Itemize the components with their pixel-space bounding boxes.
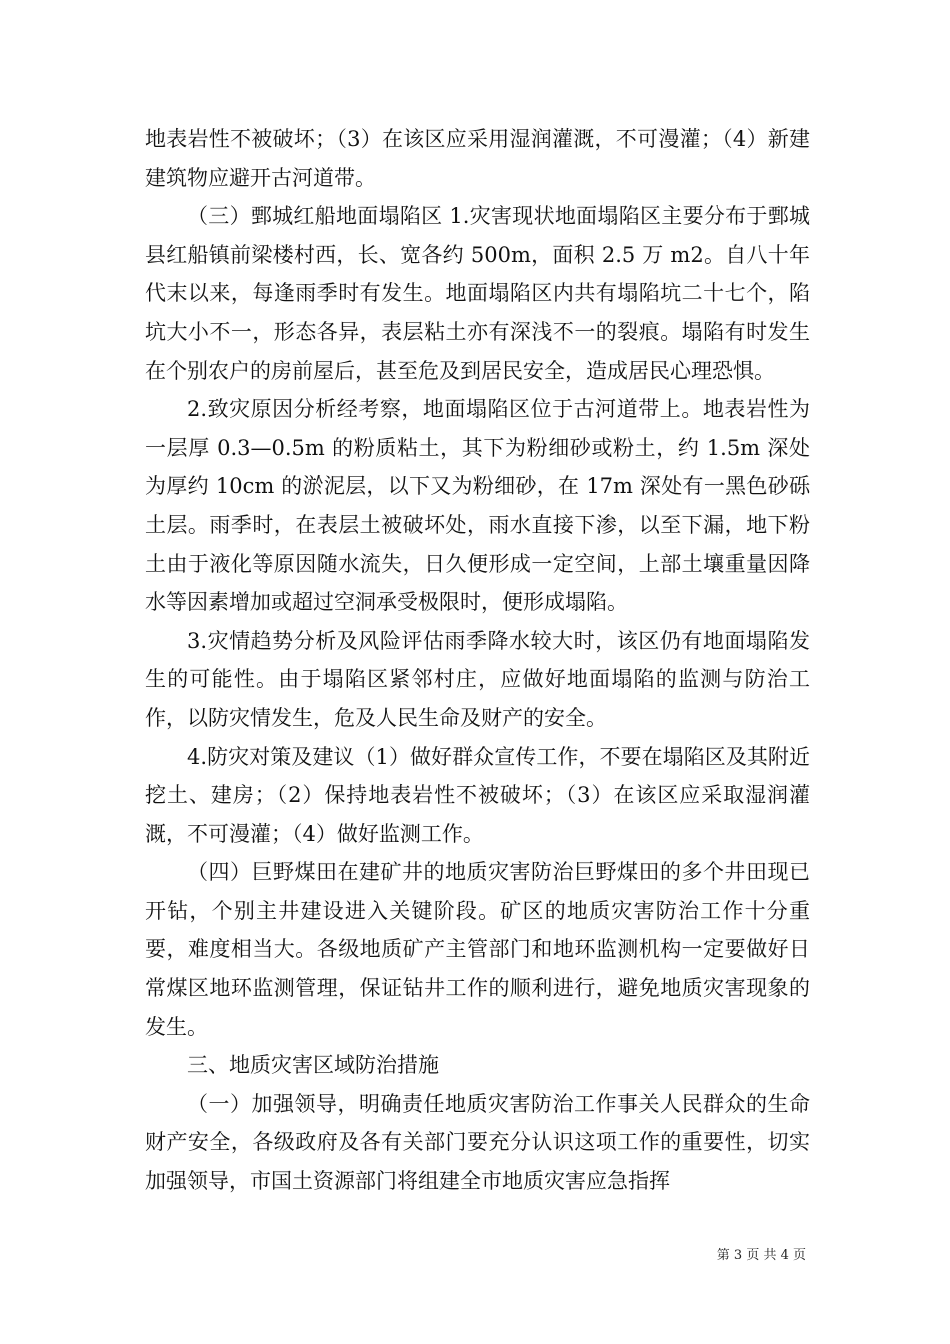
paragraph-3: 2.致灾原因分析经考察，地面塌陷区位于古河道带上。地表岩性为一层厚 0.3—0.5m 的粉质粘土，其下为粉细砂或粉土，约 1.5m 深处为厚约 10cm 的淤泥层，以下又为粉细砂，在 17m 深处有一黑色砂砾土层。雨季时，在表层土被破坏处，雨水直接下渗，以至下漏，地下粉土由于液化等原因随水流失，日久便形成一定空间，上部土壤重量因降水等因素增加或超过空洞承受极限时，便形成塌陷。: [145, 397, 810, 615]
paragraph-5: 4.防灾对策及建议（1）做好群众宣传工作，不要在塌陷区及其附近挖土、建房；（2）保持地表岩性不被破坏；（3）在该区应采取湿润灌溉，不可漫灌；（4）做好监测工作。: [145, 744, 810, 846]
paragraph-6: （四）巨野煤田在建矿井的地质灾害防治巨野煤田的多个井田现已开钻，个别主井建设进入关键阶段。矿区的地质灾害防治工作十分重要，难度相当大。各级地质矿产主管部门和地环监测机构一定要做好日常煤区地环监测管理，保证钻井工作的顺利进行，避免地质灾害现象的发生。: [145, 860, 810, 1039]
page-number: 第 3 页 共 4 页: [716, 1248, 806, 1263]
section-heading: 三、地质灾害区域防治措施: [187, 1053, 439, 1078]
paragraph-2: （三）鄄城红船地面塌陷区 1.灾害现状地面塌陷区主要分布于鄄城县红船镇前梁楼村西，长、宽各约 500m，面积 2.5 万 m2。自八十年代末以来，每逢雨季时有发生。地面塌陷区内共有塌陷坑二十七个，陷坑大小不一，形态各异，表层粘土亦有深浅不一的裂痕。塌陷有时发生在个别农户的房前屋后，甚至危及到居民安全，造成居民心理恐惧。: [145, 204, 810, 383]
paragraph-4: 3.灾情趋势分析及风险评估雨季降水较大时，该区仍有地面塌陷发生的可能性。由于塌陷区紧邻村庄，应做好地面塌陷的监测与防治工作，以防灾情发生，危及人民生命及财产的安全。: [145, 628, 810, 730]
document-body: [145, 120, 810, 1201]
paragraph-1: 地表岩性不被破坏；（3）在该区应采用湿润灌溉，不可漫灌；（4）新建建筑物应避开古河道带。: [145, 127, 810, 190]
paragraph-8: （一）加强领导，明确责任地质灾害防治工作事关人民群众的生命财产安全，各级政府及各有关部门要充分认识这项工作的重要性，切实加强领导，市国土资源部门将组建全市地质灾害应急指挥: [145, 1091, 810, 1194]
